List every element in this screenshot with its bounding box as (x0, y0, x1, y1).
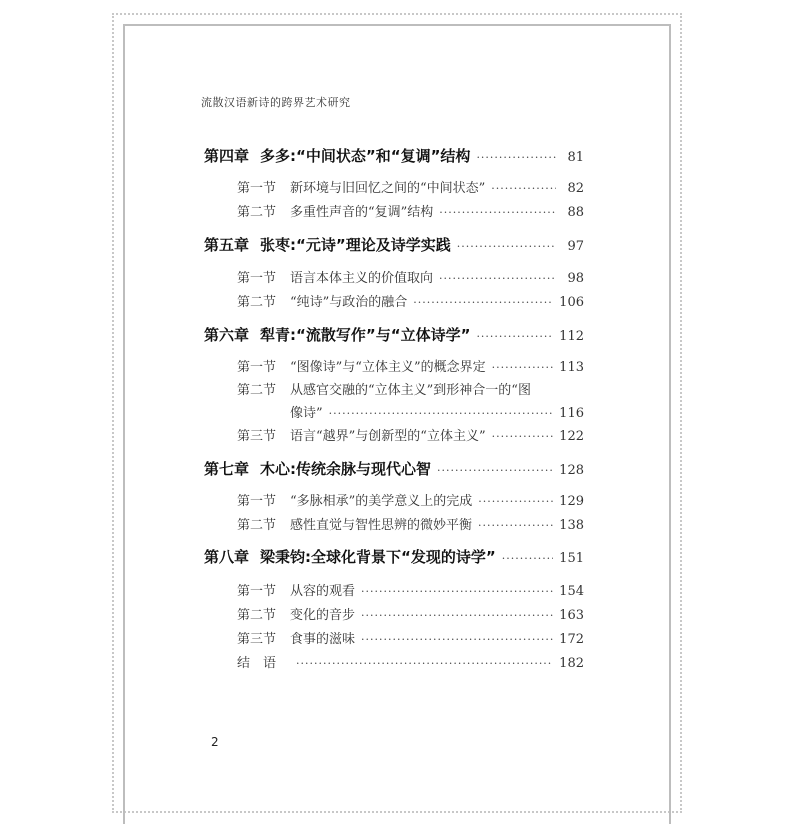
toc-title: 新环境与旧回忆之间的“中间状态” (290, 181, 486, 196)
toc-title: 感性直觉与智性思辨的微妙平衡 (290, 518, 473, 533)
toc-label: 结 语 (237, 656, 277, 671)
page-inner-frame (123, 24, 671, 824)
dot-leader (492, 361, 554, 374)
toc-page: 112 (559, 329, 584, 344)
dot-leader (413, 296, 553, 309)
toc-title: “图像诗”与“立体主义”的概念界定 (290, 360, 486, 375)
toc-label: 第一节 (237, 181, 277, 196)
dot-leader (439, 272, 556, 285)
toc-title: 多多:“中间状态”和“复调”结构 (260, 147, 471, 165)
toc-label: 第二节 (237, 205, 277, 220)
toc-label: 第五章 (204, 236, 250, 254)
dot-leader (476, 151, 556, 164)
dot-leader (361, 609, 553, 622)
dot-leader (361, 633, 553, 646)
toc-title: 变化的音步 (290, 608, 356, 623)
toc-label: 第四章 (204, 147, 250, 165)
toc-label: 第二节 (237, 518, 277, 533)
toc-page: 122 (559, 429, 584, 444)
dot-leader (296, 657, 553, 670)
toc-page: 81 (567, 150, 584, 165)
toc-section-entry (237, 267, 584, 286)
dot-leader (329, 407, 554, 420)
toc-label: 第一节 (237, 494, 277, 509)
toc-label: 第六章 (204, 326, 250, 344)
toc-page: 129 (559, 494, 584, 509)
toc-page: 163 (559, 608, 584, 623)
toc-title: “纯诗”与政治的融合 (290, 295, 408, 310)
dot-leader (457, 240, 556, 253)
toc-section-entry (237, 177, 584, 196)
toc-chapter-entry (204, 234, 584, 255)
toc-page: 97 (567, 239, 584, 254)
toc-label: 第一节 (237, 360, 277, 375)
dot-leader (478, 495, 553, 508)
toc-label: 第一节 (237, 584, 277, 599)
toc-title: 犁青:“流散写作”与“立体诗学” (260, 326, 471, 344)
dot-leader (491, 182, 556, 195)
toc-section-entry (237, 425, 584, 444)
toc-title: 从感官交融的“立体主义”到形神合一的“图 (290, 383, 531, 398)
toc-title: 从容的观看 (290, 584, 356, 599)
toc-section-entry (237, 356, 584, 375)
toc-conclusion-entry (237, 652, 584, 671)
toc-label: 第二节 (237, 295, 277, 310)
toc-section-entry (237, 291, 584, 310)
toc-title: 语言“越界”与创新型的“立体主义” (290, 429, 486, 444)
running-header: 流散汉语新诗的跨界艺术研究 (201, 96, 351, 109)
dot-leader (492, 430, 554, 443)
toc-label: 第二节 (237, 383, 277, 398)
toc-section-entry (237, 490, 584, 509)
toc-page: 113 (559, 360, 584, 375)
toc-title: 食事的滋味 (290, 632, 356, 647)
page-number: 2 (211, 735, 219, 749)
toc-page: 154 (559, 584, 584, 599)
dot-leader (439, 206, 556, 219)
toc-label: 第三节 (237, 429, 277, 444)
toc-title: 像诗” (290, 406, 323, 421)
toc-page: 82 (567, 181, 584, 196)
dot-leader (361, 585, 553, 598)
toc-title: 梁秉钧:全球化背景下“发现的诗学” (260, 548, 496, 566)
toc-page: 172 (559, 632, 584, 647)
toc-label: 第一节 (237, 271, 277, 286)
toc-page: 106 (559, 295, 584, 310)
toc-page: 182 (559, 656, 584, 671)
toc-label: 第二节 (237, 608, 277, 623)
dot-leader (478, 519, 553, 532)
dot-leader (476, 330, 553, 343)
toc-section-entry (237, 628, 584, 647)
toc-section-entry (237, 379, 584, 398)
toc-page: 116 (559, 406, 584, 421)
toc-title: 张枣:“元诗”理论及诗学实践 (260, 236, 451, 254)
toc-chapter-entry (204, 458, 584, 479)
dot-leader (502, 552, 553, 565)
toc-page: 98 (567, 271, 584, 286)
toc-chapter-entry (204, 324, 584, 345)
toc-title: 语言本体主义的价值取向 (290, 271, 434, 286)
toc-label: 第七章 (204, 460, 250, 478)
toc-label: 第三节 (237, 632, 277, 647)
toc-title: 多重性声音的“复调”结构 (290, 205, 434, 220)
toc-chapter-entry (204, 145, 584, 166)
toc-section-entry (237, 604, 584, 623)
toc-section-entry (237, 514, 584, 533)
toc-section-entry (237, 580, 584, 599)
toc-page: 151 (559, 551, 584, 566)
toc-chapter-entry (204, 546, 584, 567)
toc-title: 木心:传统余脉与现代心智 (260, 460, 431, 478)
toc-label: 第八章 (204, 548, 250, 566)
toc-page: 88 (567, 205, 584, 220)
toc-page: 138 (559, 518, 584, 533)
toc-section-entry (237, 201, 584, 220)
dot-leader (437, 464, 553, 477)
toc-title: “多脉相承”的美学意义上的完成 (290, 494, 473, 509)
toc-section-entry-continued (290, 402, 584, 421)
toc-page: 128 (559, 463, 584, 478)
